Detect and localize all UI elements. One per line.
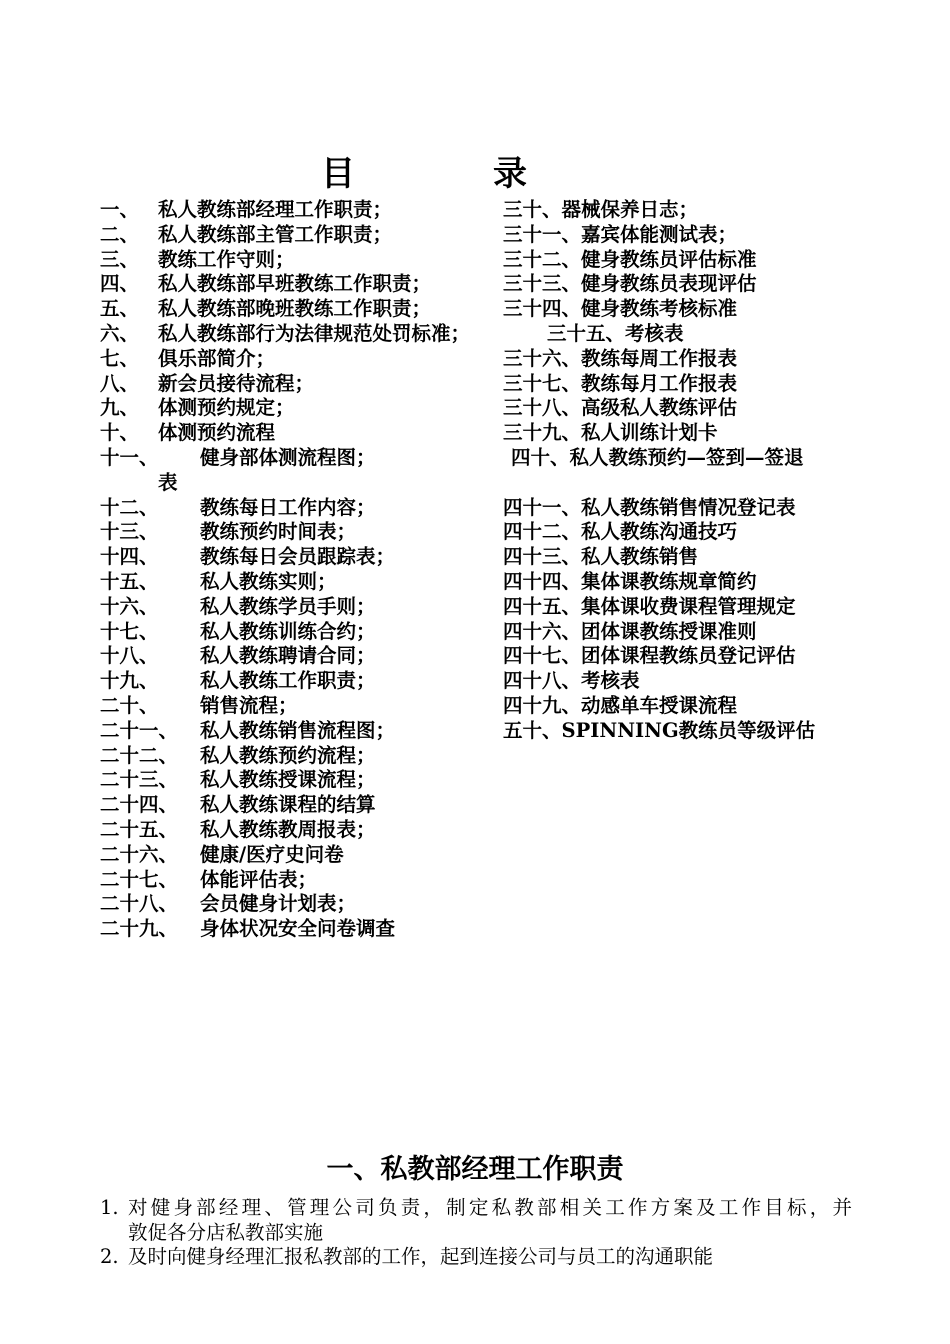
toc-entry-number: 十九、: [100, 669, 159, 693]
toc-entry-text: 私人教练部行为法律规范处罚标准；: [158, 321, 471, 345]
toc-entry: 四十三、私人教练销售: [503, 545, 699, 569]
toc-entry: [100, 917, 502, 942]
toc-entry-number: 二十九、: [100, 917, 179, 941]
toc-entry: 四十一、私人教练销售情况登记表: [503, 495, 796, 519]
toc-entry-text: 俱乐部简介；: [158, 346, 276, 370]
toc-entry-text: 私人教练部晚班教练工作职责；: [158, 297, 432, 321]
toc-entry: 三十五、考核表: [547, 321, 684, 345]
toc-entry: [100, 719, 502, 744]
toc-entry-text: 私人教练销售流程图；: [200, 718, 396, 742]
toc-entry: 四十九、动感单车授课流程: [503, 693, 738, 717]
list-item-line: 及时向健身经理汇报私教部的工作，起到连接公司与员工的沟通职能: [128, 1245, 714, 1269]
toc-entry: [100, 322, 502, 347]
toc-entry-text: 私人教练实则；: [200, 569, 337, 593]
toc-entry-number: 十、: [100, 421, 140, 445]
toc-entry: [100, 644, 502, 669]
toc-entry: [100, 570, 502, 595]
toc-entry-text: 表: [158, 470, 178, 494]
toc-entry: [100, 818, 502, 843]
toc-entry: [100, 223, 502, 248]
toc-entry: [100, 421, 502, 446]
toc-entry-text: 体测预约规定；: [158, 396, 295, 420]
toc-entry: [100, 248, 502, 273]
toc-entry-text: 私人教练聘请合同；: [200, 644, 376, 668]
toc-entry-number: 四、: [100, 272, 140, 296]
toc-entry: [100, 669, 502, 694]
toc-entry-number: 一、: [100, 198, 140, 221]
toc-entry: [100, 843, 502, 868]
toc-entry: 四十五、集体课收费课程管理规定: [503, 594, 796, 618]
toc-entry-number: 二十、: [100, 693, 159, 717]
list-item-number: 1.: [100, 1196, 119, 1219]
toc-entry-number: 二十七、: [100, 867, 179, 891]
toc-entry: 三十七、教练每月工作报表: [503, 371, 738, 395]
toc-entry-number: 十四、: [100, 545, 159, 569]
toc-entry: [100, 694, 502, 719]
toc-entry-text: 身体状况安全问卷调查: [200, 917, 396, 941]
toc-title: 目 录: [321, 154, 579, 194]
list-item-line: 对健身部经理、管理公司负责，制定私教部相关工作方案及工作目标，并: [128, 1196, 852, 1219]
toc-entry: 四十四、集体课教练规章简约: [503, 569, 757, 593]
toc-entry-text: 私人教练部主管工作职责；: [158, 222, 393, 246]
toc-entry: 四十六、团体课教练授课准则: [503, 619, 757, 643]
toc-entry: [100, 496, 502, 521]
toc-entry-text: 私人教练课程的结算: [200, 793, 376, 817]
toc-entry-number: 九、: [100, 396, 140, 420]
toc-entry-number: 十八、: [100, 644, 159, 668]
toc-entry: [100, 297, 502, 322]
toc-entry-text: 教练工作守则；: [158, 247, 295, 271]
toc-entry: [100, 545, 502, 570]
toc-entry: [100, 396, 502, 421]
toc-entry: 三十、器械保养日志；: [503, 198, 699, 221]
toc-entry-number: 六、: [100, 321, 140, 345]
toc-entry: 三十三、健身教练员表现评估: [503, 272, 757, 296]
toc-entry-text: 健身部体测流程图；: [200, 445, 376, 469]
toc-entry-text: 会员健身计划表；: [200, 892, 357, 916]
list-item-number: 2.: [100, 1245, 119, 1269]
toc-entry-text: 私人教练预约流程；: [200, 743, 376, 767]
toc-entry-text: 教练预约时间表；: [200, 520, 357, 544]
toc-entry-number: 八、: [100, 371, 140, 395]
toc-entry-text: 教练每日工作内容；: [200, 495, 376, 519]
section-title: 一、私教部经理工作职责: [326, 1154, 624, 1185]
toc-entry-number: 十二、: [100, 495, 159, 519]
toc-entry-number: 十五、: [100, 569, 159, 593]
toc-entry: [100, 595, 502, 620]
toc-entry: [100, 744, 502, 769]
toc-entry-number: 十三、: [100, 520, 159, 544]
toc-entry-text: 健康/医疗史问卷: [200, 842, 344, 866]
toc-entry: [100, 892, 502, 917]
toc-entry-text: 销售流程；: [200, 693, 298, 717]
toc-entry: [100, 620, 502, 645]
list-item: [100, 1245, 852, 1270]
toc-entry: 三十九、私人训练计划卡: [503, 421, 718, 445]
toc-entry-number: 七、: [100, 346, 140, 370]
toc-entry: 三十二、健身教练员评估标准: [503, 247, 757, 271]
toc-left-column: [100, 198, 502, 942]
toc-entry-number: 二十三、: [100, 768, 179, 792]
toc-entry-number: 十七、: [100, 619, 159, 643]
list-item-line: 敦促各分店私教部实施: [128, 1220, 324, 1244]
toc-entry-text: 私人教练部早班教练工作职责；: [158, 272, 432, 296]
toc-entry: [100, 272, 502, 297]
toc-entry: [100, 793, 502, 818]
toc-entry: 三十六、教练每周工作报表: [503, 346, 738, 370]
toc-entry: [503, 471, 853, 496]
toc-entry-text: 私人教练部经理工作职责；: [158, 198, 393, 221]
toc-entry-number: 三、: [100, 247, 140, 271]
toc-entry: [100, 372, 502, 397]
list-item: [100, 1196, 852, 1245]
toc-entry-number: 二十六、: [100, 842, 179, 866]
toc-entry-number: 二十二、: [100, 743, 179, 767]
toc-entry-number: 二十一、: [100, 718, 179, 742]
toc-entry: 四十、私人教练预约—签到—签退: [511, 445, 804, 469]
toc-entry-text: 体能评估表；: [200, 867, 318, 891]
toc-entry-number: 二十五、: [100, 817, 179, 841]
toc-entry-text: 私人教练工作职责；: [200, 669, 376, 693]
toc-entry: [100, 446, 502, 471]
toc-entry: [100, 768, 502, 793]
toc-entry: [100, 198, 502, 223]
toc-entry: [100, 520, 502, 545]
toc-entry: 四十二、私人教练沟通技巧: [503, 520, 738, 544]
toc-entry: [100, 868, 502, 893]
toc-entry: 五十、SPINNING教练员等级评估: [503, 718, 816, 742]
toc-entry: 三十一、嘉宾体能测试表；: [503, 222, 738, 246]
toc-entry: 三十四、健身教练考核标准: [503, 297, 738, 321]
toc-entry-number: 十六、: [100, 594, 159, 618]
toc-entry: 四十七、团体课程教练员登记评估: [503, 644, 796, 668]
toc-entry-number: 二十四、: [100, 793, 179, 817]
toc-right-column: [503, 198, 853, 744]
toc-entry: 四十八、考核表: [503, 669, 640, 693]
toc-entry-number: 五、: [100, 297, 140, 321]
toc-entry: 三十八、高级私人教练评估: [503, 396, 738, 420]
section-list: [100, 1196, 852, 1270]
toc-entry-text: 教练每日会员跟踪表；: [200, 545, 396, 569]
toc-entry-text: 私人教练教周报表；: [200, 817, 376, 841]
toc-entry-number: 二、: [100, 222, 140, 246]
toc-entry: [100, 471, 502, 496]
toc-entry: [100, 347, 502, 372]
toc-entry-text: 私人教练训练合约；: [200, 619, 376, 643]
toc-entry-text: 私人教练授课流程；: [200, 768, 376, 792]
toc-entry-number: 十一、: [100, 445, 159, 469]
toc-entry-number: 二十八、: [100, 892, 179, 916]
toc-entry-text: 私人教练学员手则；: [200, 594, 376, 618]
toc-entry-text: 新会员接待流程；: [158, 371, 315, 395]
toc-entry-text: 体测预约流程: [158, 421, 276, 445]
